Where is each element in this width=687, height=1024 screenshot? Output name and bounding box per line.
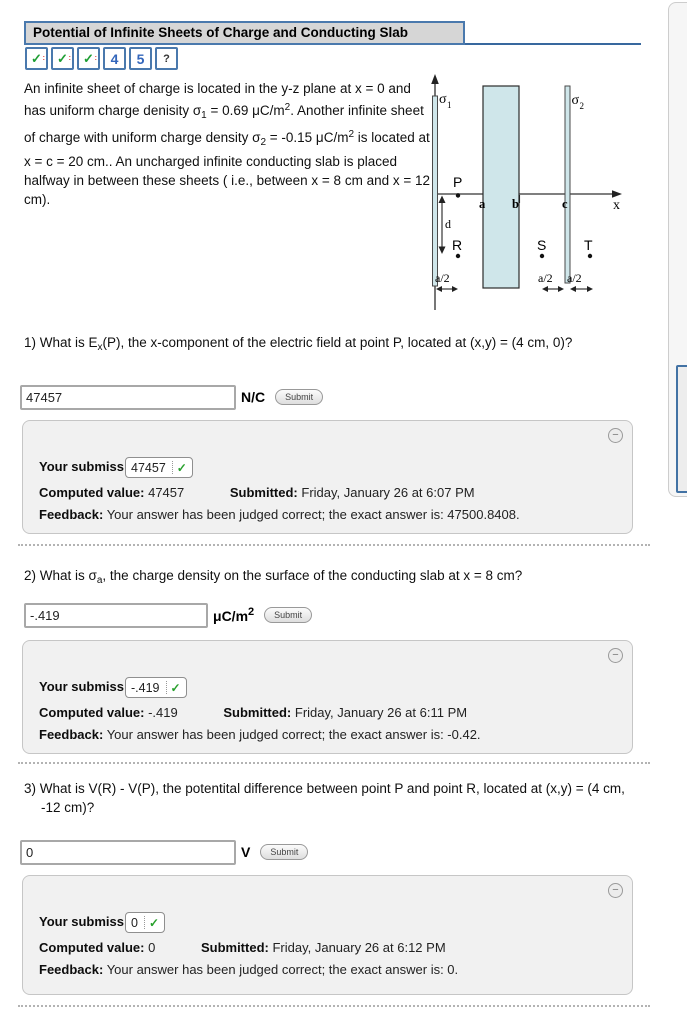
feedback-text: Your answer has been judged correct; the exact answer is: 0. — [106, 962, 459, 977]
computed-value-label: Computed value: — [39, 940, 145, 955]
computed-value: 0 — [148, 940, 156, 955]
point-r-label: R — [452, 237, 463, 253]
y-axis-arrowhead — [431, 74, 439, 84]
label-b: b — [512, 197, 519, 211]
a-half-label: a/2 — [567, 271, 582, 285]
correct-check-icon: ✓ — [83, 50, 94, 66]
feedback-label: Feedback: — [39, 962, 104, 977]
point-r-dot — [456, 254, 460, 258]
a-half-dimension-right — [567, 271, 593, 292]
x-axis-arrowhead — [612, 190, 622, 198]
label-c: c — [562, 197, 568, 211]
computed-value-label: Computed value: — [39, 705, 145, 720]
feedback-label: Feedback: — [39, 507, 104, 522]
question-3-feedback-box — [22, 875, 633, 995]
question-2-submit-button[interactable]: Submit — [264, 607, 312, 623]
d-label: d — [445, 217, 451, 231]
question-3-submit-button[interactable]: Submit — [260, 844, 308, 860]
sigma2-subscript: 2 — [579, 101, 584, 111]
point-p-label: P — [453, 174, 463, 190]
computed-value: -.419 — [148, 705, 178, 720]
divider — [144, 916, 145, 929]
question-1-answer-row — [20, 384, 323, 410]
submitted-label: Submitted: — [200, 940, 269, 955]
divider — [166, 681, 167, 694]
submission-value-box — [125, 677, 187, 698]
attempt-mark-icon: : — [68, 55, 71, 62]
question-1-answer-input[interactable] — [20, 385, 236, 410]
question-3-unit: V — [241, 844, 251, 860]
question-2-answer-input[interactable] — [24, 603, 208, 628]
point-p-dot — [456, 193, 460, 197]
feedback-text: Your answer has been judged correct; the exact answer is: -0.42. — [106, 727, 481, 742]
submission-value: 0 — [131, 915, 138, 930]
your-submission-label: Your submiss — [39, 678, 125, 694]
problem-statement: An infinite sheet of charge is located in the y-z plane at x = 0 and has uniform charge denisity $\sigma_1 = 0.69$ $\mu C/m^2$. Another infinite sheet of charge with uniform charge density $\sigma_2 = -0.15$ $\mu C/m^2$ is located at x = c = 20 cm.. An uncharged infinite conducting slab is placed halfway in between these sheets ( i.e., between x = 8 cm and x = 12 cm). — [24, 81, 430, 207]
sigma1-label: σ — [439, 92, 447, 107]
your-submission-label: Your submiss — [39, 913, 125, 929]
collapse-icon[interactable]: − — [608, 648, 623, 663]
conducting-slab — [483, 86, 519, 288]
attempt-mark-icon: : — [94, 55, 97, 62]
correct-check-icon: ✓ — [148, 915, 160, 930]
a-half-label: a/2 — [538, 271, 553, 285]
collapse-icon[interactable]: − — [608, 428, 623, 443]
question-1-unit: N/C — [241, 389, 266, 405]
question-3-answer-input[interactable] — [20, 840, 236, 865]
submission-value: 47457 — [131, 460, 166, 475]
submitted-label: Submitted: — [223, 705, 292, 720]
question-2-answer-row — [24, 602, 312, 628]
question-nav — [25, 47, 178, 70]
a-half-label: a/2 — [435, 271, 450, 285]
side-panel-selected-item[interactable] — [676, 365, 687, 493]
feedback-line — [39, 507, 616, 522]
feedback-label: Feedback: — [39, 727, 104, 742]
label-a: a — [479, 197, 486, 211]
sheet-sigma2 — [565, 86, 570, 283]
your-submission-label: Your submiss — [39, 458, 125, 474]
question-1-submit-button[interactable]: Submit — [275, 389, 323, 405]
section-separator — [18, 1005, 650, 1007]
sheet-sigma1 — [433, 96, 438, 286]
computed-value: 47457 — [148, 485, 185, 500]
question-mark-icon: ? — [163, 52, 170, 65]
question-2-feedback-box — [22, 640, 633, 754]
point-s-dot — [540, 254, 544, 258]
question-2-unit: $\mu C/m^2$ — [213, 606, 255, 624]
submitted-timestamp: Friday, January 26 at 6:11 PM — [294, 705, 468, 720]
nav-question-2-button[interactable] — [51, 47, 74, 70]
submission-value-box — [125, 912, 165, 933]
nav-question-4-button[interactable] — [103, 47, 126, 70]
feedback-line — [39, 962, 616, 977]
submission-value: -.419 — [131, 680, 160, 695]
d-dimension-arrow — [439, 196, 452, 255]
point-s-label: S — [537, 237, 547, 253]
page-title: Potential of Infinite Sheets of Charge and Conducting Slab — [24, 21, 465, 45]
section-separator — [18, 544, 650, 546]
question-3-text: 3) What is V(R) - V(P), the potentital difference between point P and point R, located at (x,y) = (4 cm, -12 cm)? — [24, 781, 625, 815]
submission-line — [39, 457, 616, 478]
submitted-label: Submitted: — [229, 485, 298, 500]
question-1-feedback-box — [22, 420, 633, 534]
submission-line — [39, 912, 616, 933]
submitted-timestamp: Friday, January 26 at 6:12 PM — [272, 940, 446, 955]
divider — [172, 461, 173, 474]
nav-help-button[interactable] — [155, 47, 178, 70]
computed-line — [39, 485, 616, 500]
nav-number-label: 4 — [110, 50, 119, 67]
submission-line — [39, 677, 616, 698]
computed-line — [39, 705, 616, 720]
question-1-text: 1) What is $E_x(P)$, the x-component of the electric field at point P, located at (x,y) = (4 cm, 0)? — [24, 335, 573, 353]
question-3-answer-row — [20, 839, 308, 865]
x-axis-label: x — [613, 198, 620, 213]
question-2-text: 2) What is $\sigma_a$, the charge density on the surface of the conducting slab at x = 8 cm? — [24, 568, 523, 586]
feedback-text: Your answer has been judged correct; the exact answer is: 47500.8408. — [106, 507, 520, 522]
point-t-label: T — [584, 237, 593, 253]
nav-question-3-button[interactable] — [77, 47, 100, 70]
section-separator — [18, 762, 650, 764]
collapse-icon[interactable]: − — [608, 883, 623, 898]
computed-line — [39, 940, 616, 955]
correct-check-icon: ✓ — [170, 680, 181, 695]
nav-question-5-button[interactable] — [129, 47, 152, 70]
a-half-dimension-middle — [538, 271, 564, 292]
feedback-line — [39, 727, 616, 742]
correct-check-icon: ✓ — [31, 50, 42, 66]
a-half-dimension-left — [435, 271, 458, 292]
computed-value-label: Computed value: — [39, 485, 145, 500]
correct-check-icon: ✓ — [176, 460, 187, 475]
submitted-timestamp: Friday, January 26 at 6:07 PM — [301, 485, 475, 500]
correct-check-icon: ✓ — [57, 50, 68, 66]
nav-question-1-button[interactable] — [25, 47, 48, 70]
sigma1-subscript: 1 — [447, 100, 452, 110]
submission-value-box — [125, 457, 193, 478]
point-t-dot — [588, 254, 592, 258]
side-panel-cutoff — [668, 2, 687, 497]
attempt-mark-icon: : — [42, 55, 45, 62]
nav-number-label: 5 — [136, 50, 145, 67]
physics-diagram — [427, 70, 669, 312]
sigma2-label: σ — [571, 93, 580, 108]
